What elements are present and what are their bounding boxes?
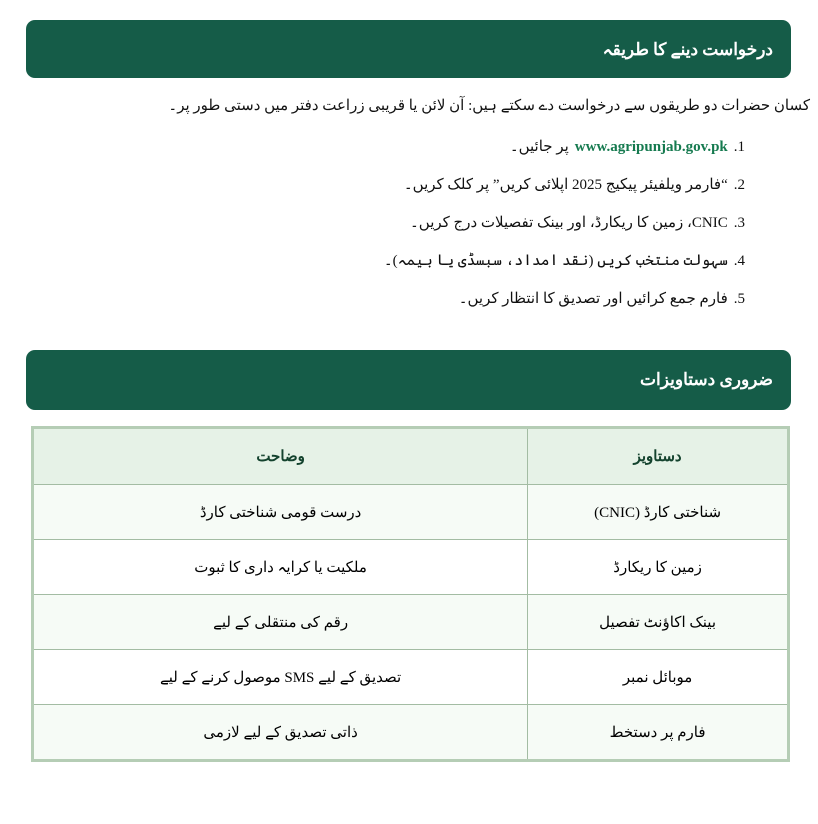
step-text: پر جائیں۔ xyxy=(509,139,569,155)
required-docs-section xyxy=(0,350,818,762)
explanation-cell: ملکیت یا کرایہ داری کا ثبوت xyxy=(33,540,528,595)
step-text: فارم جمع کرائیں اور تصدیق کا انتظار کریں۔ xyxy=(458,291,728,307)
step-number: 4. xyxy=(733,253,745,269)
required-documents-table xyxy=(31,426,790,762)
explanation-cell: درست قومی شناختی کارڈ xyxy=(33,485,528,540)
document-cell: شناختی کارڈ (CNIC) xyxy=(528,485,789,540)
step-number: 5. xyxy=(733,291,745,307)
table-header-row xyxy=(33,428,789,485)
apply-step-4 xyxy=(0,242,745,280)
column-header-explanation: وضاحت xyxy=(33,428,528,485)
apply-step-5 xyxy=(0,280,745,318)
explanation-cell: رقم کی منتقلی کے لیے xyxy=(33,595,528,650)
table-row xyxy=(33,705,789,761)
document-page xyxy=(0,20,818,824)
document-cell: فارم پر دستخط xyxy=(528,705,789,761)
table-row xyxy=(33,540,789,595)
apply-step-3 xyxy=(0,204,745,242)
step-number: 3. xyxy=(733,215,745,231)
apply-step-1 xyxy=(0,128,745,166)
explanation-cell: تصدیق کے لیے SMS موصول کرنے کے لیے xyxy=(33,650,528,705)
document-cell: موبائل نمبر xyxy=(528,650,789,705)
intro-text: کسان حضرات دو طریقوں سے درخواست دے سکتے ہیں: آن لائن یا قریبی زراعت دفتر میں دستی طور پر۔ xyxy=(168,98,810,114)
apply-section-title: درخواست دینے کا طریقہ xyxy=(602,39,773,59)
step-text: سہولت منتخب کریں (نقد امداد، سبسڈی یا بیمہ)۔ xyxy=(383,253,728,269)
explanation-cell: ذاتی تصدیق کے لیے لازمی xyxy=(33,705,528,761)
required-docs-header-bar xyxy=(26,350,791,410)
apply-steps-list xyxy=(0,128,745,318)
document-cell: زمین کا ریکارڈ xyxy=(528,540,789,595)
table-row xyxy=(33,485,789,540)
table-row xyxy=(33,650,789,705)
column-header-document: دستاویز xyxy=(528,428,789,485)
step-text: “فارمر ویلفیئر پیکیج 2025 اپلائی کریں” پر کلک کریں۔ xyxy=(403,177,728,193)
document-cell: بینک اکاؤنٹ تفصیل xyxy=(528,595,789,650)
apply-section-header-bar xyxy=(26,20,791,78)
step-number: 2. xyxy=(733,177,745,193)
agripunjab-link[interactable]: www.agripunjab.gov.pk xyxy=(574,139,728,155)
apply-section xyxy=(0,20,818,318)
table-row xyxy=(33,595,789,650)
required-docs-title: ضروری دستاویزات xyxy=(640,370,773,389)
apply-step-2 xyxy=(0,166,745,204)
step-text: CNIC، زمین کا ریکارڈ، اور بینک تفصیلات درج کریں۔ xyxy=(410,215,728,231)
step-number: 1. xyxy=(733,139,745,155)
